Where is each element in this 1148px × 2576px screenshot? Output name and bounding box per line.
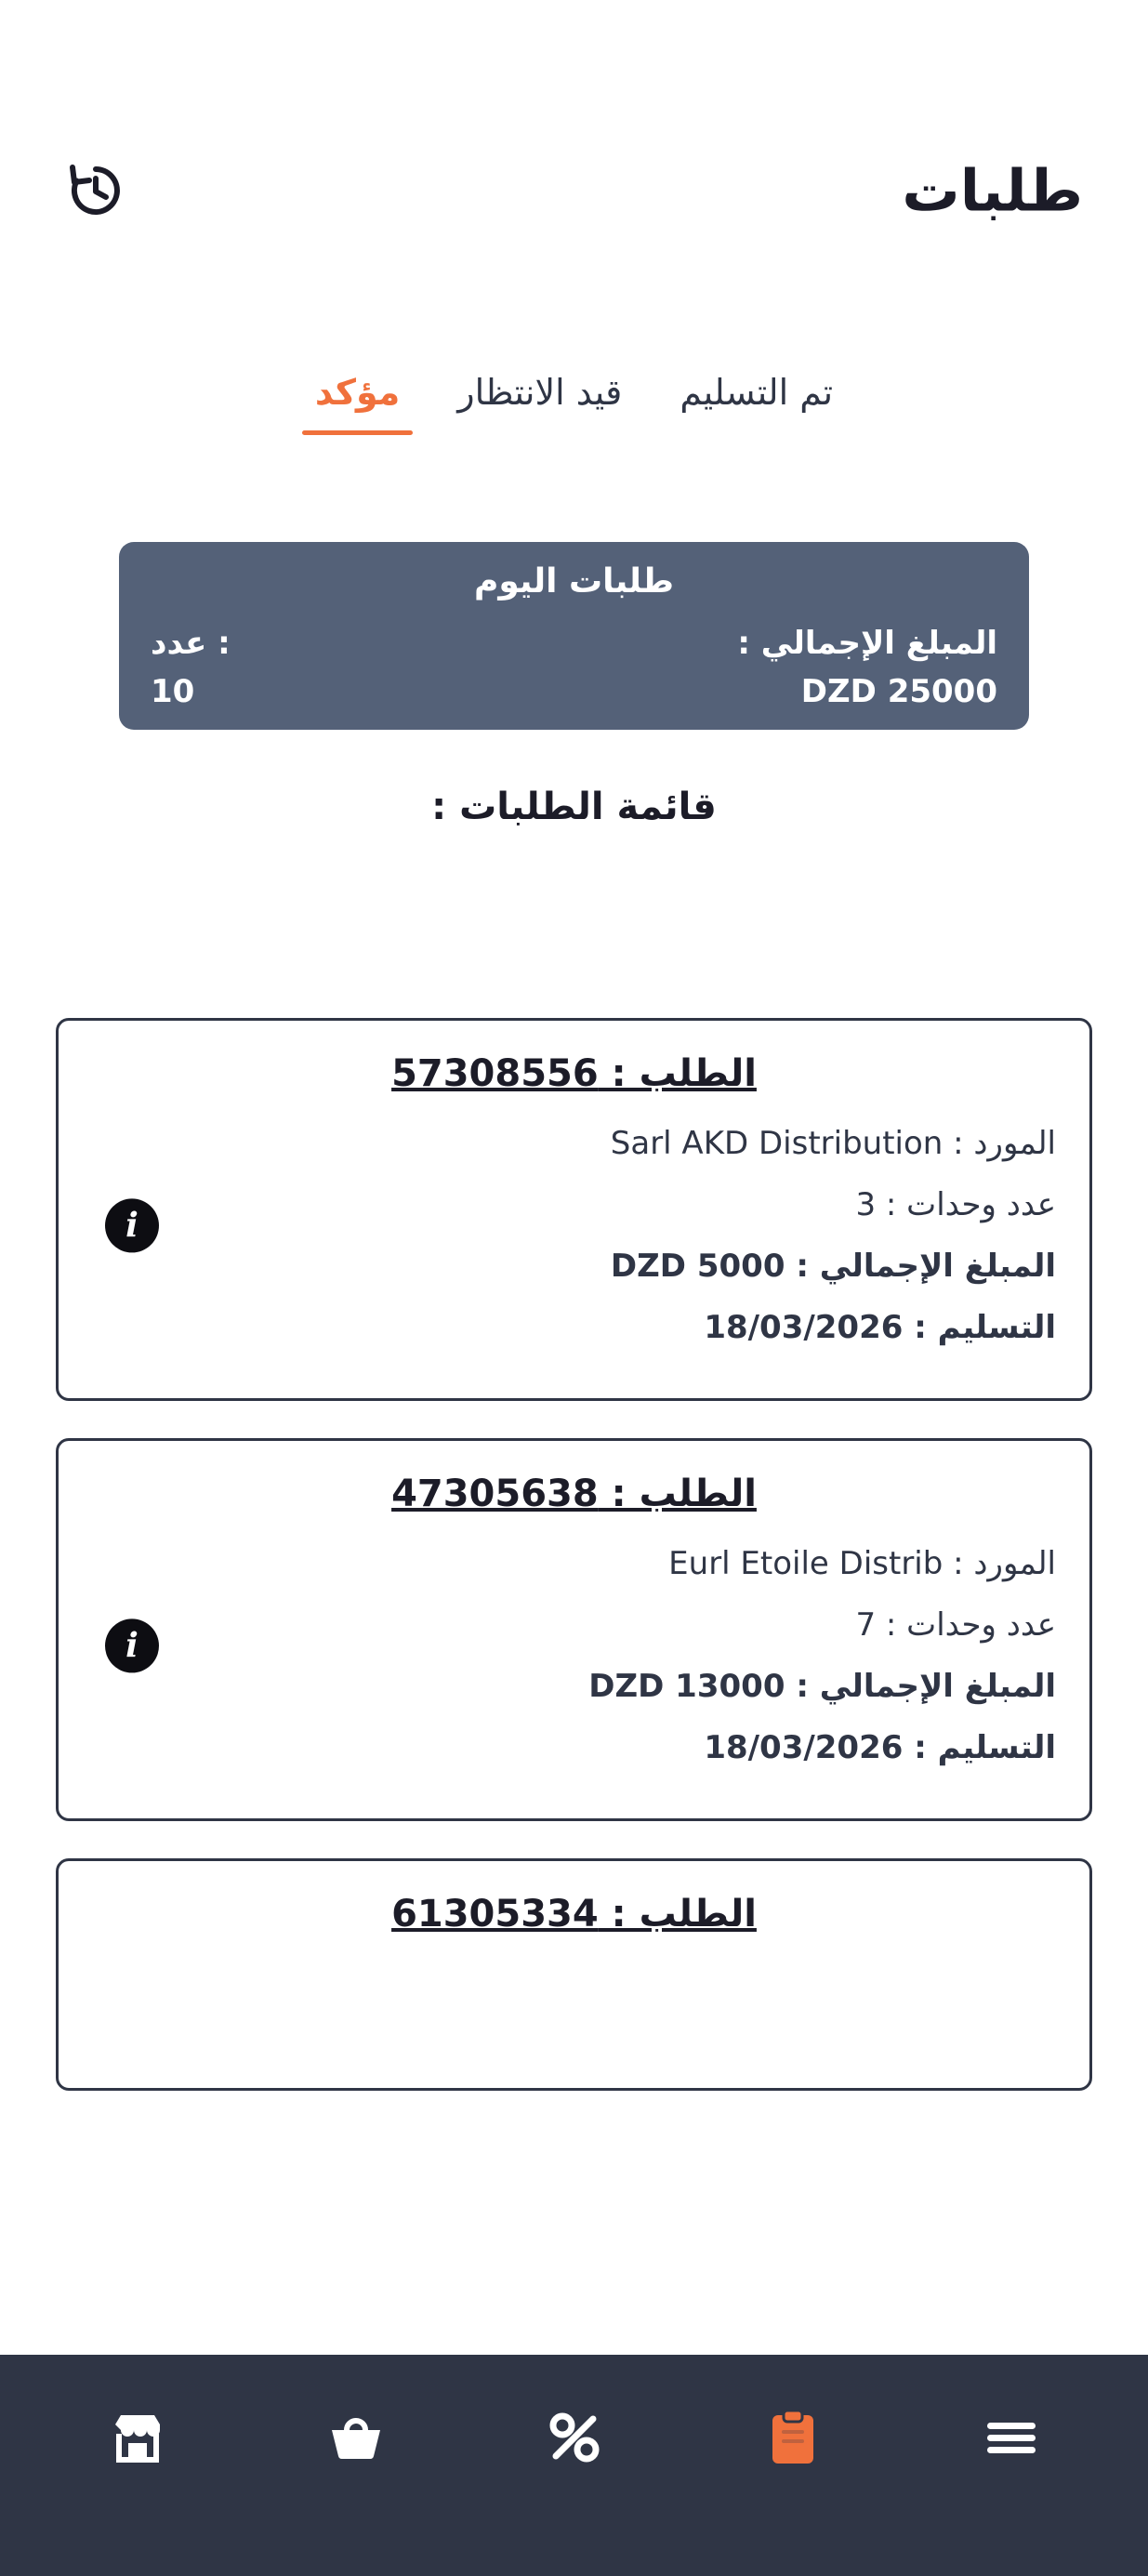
summary-total-value: DZD 25000 — [800, 673, 997, 710]
order-card[interactable] — [56, 1438, 1092, 1821]
summary-total-column — [737, 625, 997, 710]
order-id: الطلب : 47305638 — [391, 1473, 757, 1515]
order-supplier: المورد : Eurl Etoile Distrib — [668, 1545, 1056, 1582]
order-total: المبلغ الإجمالي : DZD 5000 — [610, 1248, 1056, 1285]
nav-basket-icon[interactable] — [305, 2391, 407, 2484]
bottom-navigation-bar — [0, 2355, 1148, 2576]
summary-count-value: 10 — [151, 673, 195, 710]
today-orders-summary-card — [119, 542, 1029, 730]
page-title: طلبات — [902, 156, 1083, 225]
nav-orders-icon[interactable] — [742, 2391, 844, 2484]
history-icon[interactable] — [65, 160, 126, 221]
nav-promotions-icon[interactable] — [523, 2391, 626, 2484]
tab-delivered[interactable]: تم التسليم — [680, 372, 834, 413]
app-header — [0, 0, 1148, 307]
order-id: الطلب : 61305334 — [391, 1893, 757, 1935]
nav-store-icon[interactable] — [86, 2391, 189, 2484]
order-card[interactable] — [56, 1018, 1092, 1401]
summary-row — [151, 625, 997, 710]
info-icon[interactable]: i — [105, 1618, 159, 1672]
order-total: المبلغ الإجمالي : DZD 13000 — [588, 1668, 1056, 1705]
order-units: عدد وحدات : 7 — [855, 1606, 1056, 1644]
order-id: الطلب : 57308556 — [391, 1052, 757, 1095]
summary-count-column — [151, 625, 231, 710]
summary-count-label: : عدد — [151, 625, 231, 662]
summary-total-label: المبلغ الإجمالي : — [737, 625, 997, 662]
order-card[interactable] — [56, 1858, 1092, 2091]
tab-confirmed[interactable]: مؤكد — [315, 372, 400, 435]
nav-menu-icon[interactable] — [960, 2391, 1062, 2484]
info-icon[interactable]: i — [105, 1198, 159, 1252]
tab-pending[interactable]: قيد الانتظار — [457, 372, 623, 413]
order-delivery-date: التسليم : 18/03/2026 — [704, 1729, 1056, 1766]
order-status-tabs — [0, 372, 1148, 474]
order-delivery-date: التسليم : 18/03/2026 — [704, 1309, 1056, 1346]
orders-list-title: قائمة الطلبات : — [431, 786, 717, 828]
orders-list[interactable] — [56, 1018, 1092, 2355]
summary-title: طلبات اليوم — [473, 562, 675, 601]
order-units: عدد وحدات : 3 — [855, 1186, 1056, 1223]
order-supplier: المورد : Sarl AKD Distribution — [610, 1125, 1056, 1162]
